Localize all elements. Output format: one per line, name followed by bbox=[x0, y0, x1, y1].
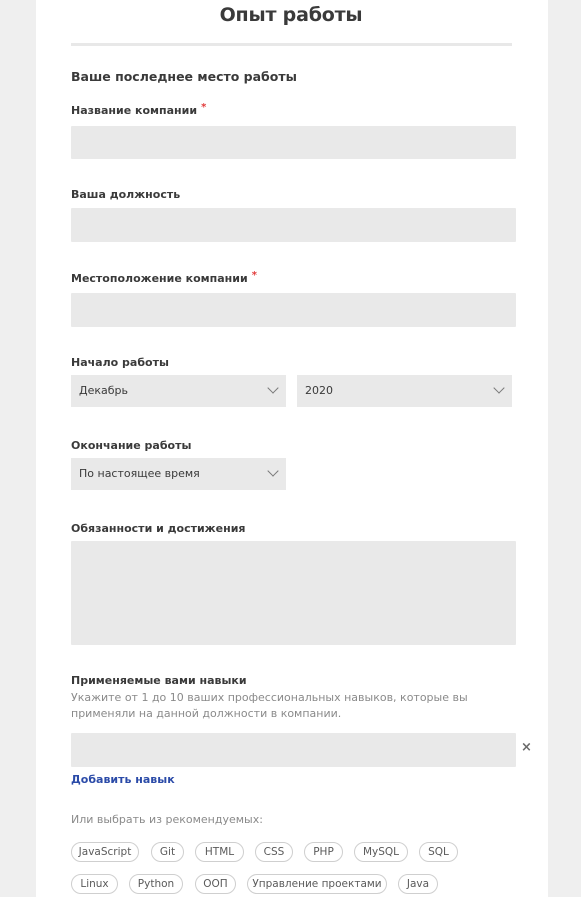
company-name-label bbox=[71, 104, 206, 117]
tag-css[interactable]: CSS bbox=[255, 842, 293, 862]
end-select[interactable] bbox=[71, 458, 286, 490]
skills-label: Применяемые вами навыки bbox=[71, 674, 247, 687]
company-name-label-text: Название компании bbox=[71, 104, 198, 117]
location-label bbox=[71, 272, 257, 285]
tag-git[interactable]: Git bbox=[151, 842, 184, 862]
title-divider bbox=[71, 43, 512, 46]
tag-php[interactable]: PHP bbox=[304, 842, 343, 862]
location-label-text: Местоположение компании bbox=[71, 272, 248, 285]
tag-javascript[interactable]: JavaScript bbox=[71, 842, 139, 862]
skills-hint: Укажите от 1 до 10 ваших профессиональных навыков, которые вы применяли на данной должности в компании. bbox=[71, 691, 468, 720]
recommended-label: Или выбрать из рекомендуемых: bbox=[71, 813, 263, 826]
tag-mysql[interactable]: MySQL bbox=[354, 842, 408, 862]
duties-label: Обязанности и достижения bbox=[71, 522, 246, 535]
add-skill-link[interactable]: Добавить навык bbox=[71, 773, 175, 786]
company-name-input[interactable] bbox=[71, 126, 516, 159]
tag-oop[interactable]: ООП bbox=[195, 874, 236, 894]
tag-java[interactable]: Java bbox=[398, 874, 438, 894]
close-icon[interactable]: × bbox=[521, 740, 532, 755]
start-year-select[interactable] bbox=[297, 375, 512, 407]
location-input[interactable] bbox=[71, 293, 516, 327]
end-value: По настоящее время bbox=[79, 467, 200, 480]
start-month-value: Декабрь bbox=[79, 384, 128, 397]
duties-textarea[interactable] bbox=[71, 541, 516, 645]
skill-input[interactable] bbox=[71, 733, 516, 767]
tag-html[interactable]: HTML bbox=[195, 842, 244, 862]
required-mark: * bbox=[201, 102, 207, 113]
page-title: Опыт работы bbox=[219, 4, 363, 26]
start-label: Начало работы bbox=[71, 356, 169, 369]
section-title: Ваше последнее место работы bbox=[71, 69, 297, 84]
start-year-value: 2020 bbox=[305, 384, 333, 397]
tag-python[interactable]: Python bbox=[129, 874, 183, 894]
required-mark: * bbox=[251, 270, 257, 281]
position-label: Ваша должность bbox=[71, 188, 181, 201]
start-month-select[interactable] bbox=[71, 375, 286, 407]
chevron-down-icon bbox=[267, 465, 278, 476]
chevron-down-icon bbox=[267, 382, 278, 393]
position-input[interactable] bbox=[71, 208, 516, 242]
tag-linux[interactable]: Linux bbox=[71, 874, 118, 894]
end-label: Окончание работы bbox=[71, 439, 192, 452]
tag-sql[interactable]: SQL bbox=[419, 842, 458, 862]
tag-project-management[interactable]: Управление проектами bbox=[247, 874, 387, 894]
chevron-down-icon bbox=[493, 382, 504, 393]
